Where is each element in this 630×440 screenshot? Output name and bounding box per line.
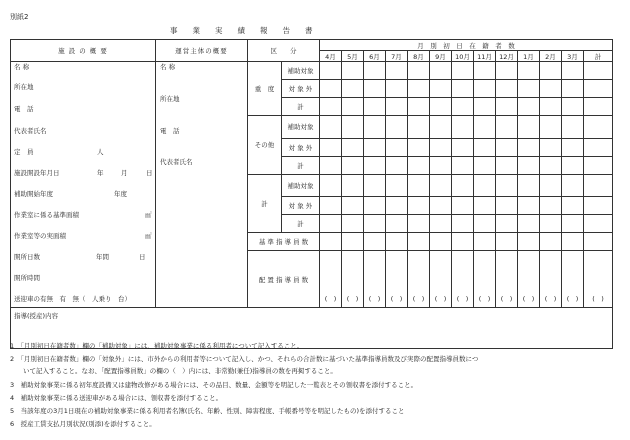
month-header: 1月 bbox=[518, 51, 540, 62]
facility-work-area-actual-unit: ㎡ bbox=[145, 232, 152, 240]
row-standard-staff: 基 準 指 導 員 数 bbox=[248, 233, 320, 251]
operator-rep: 代表者氏名 bbox=[160, 158, 193, 166]
facility-bus: 送迎車の有無 有 無（ 人乗り 台） bbox=[14, 295, 131, 303]
operator-address: 所在地 bbox=[160, 95, 180, 103]
facility-rep: 代表者氏名 bbox=[14, 127, 47, 135]
operator-phone: 電 話 bbox=[160, 127, 180, 135]
month-header: 計 bbox=[584, 51, 613, 62]
month-header: 3月 bbox=[562, 51, 584, 62]
row-sum: 計 bbox=[282, 156, 320, 174]
facility-header: 施 設 の 概 要 bbox=[11, 40, 156, 62]
operator-name: 名 称 bbox=[160, 63, 176, 71]
facility-work-area-actual: 作業室等の実面積 bbox=[14, 232, 66, 240]
note-item: 6 授産工賃支払月別状況(別添)を添付すること。 bbox=[10, 420, 156, 428]
operator-header: 運営主体の概要 bbox=[156, 40, 248, 62]
facility-work-area-unit: ㎡ bbox=[145, 211, 152, 219]
paren-cell: ( ) bbox=[540, 290, 562, 308]
guidance-label: 指導(授産)内容 bbox=[14, 312, 59, 320]
paren-cell: ( ) bbox=[562, 290, 584, 308]
facility-open-days-unit2: 日 bbox=[139, 253, 146, 261]
month-header: 7月 bbox=[386, 51, 408, 62]
month-header: 8月 bbox=[408, 51, 430, 62]
paren-cell: ( ) bbox=[342, 290, 364, 308]
paren-cell: ( ) bbox=[584, 290, 613, 308]
month-header: 9月 bbox=[430, 51, 452, 62]
row-assigned-staff: 配 置 指 導 員 数 bbox=[248, 251, 320, 308]
paren-cell: ( ) bbox=[430, 290, 452, 308]
facility-opened-d: 日 bbox=[146, 169, 153, 177]
facility-info-cell bbox=[11, 62, 156, 308]
row-target: 対 象 外 bbox=[282, 138, 320, 156]
month-header: 10月 bbox=[452, 51, 474, 62]
row-sum: 計 bbox=[282, 215, 320, 233]
facility-subsidy-start: 補助開始年度 bbox=[14, 190, 53, 198]
month-header: 4月 bbox=[320, 51, 342, 62]
facility-opened: 施設開設年月日 bbox=[14, 169, 60, 177]
document-label: 別紙2 bbox=[10, 13, 29, 21]
paren-cell: ( ) bbox=[452, 290, 474, 308]
row-subsidy-target: 補助対象 bbox=[282, 174, 320, 197]
facility-open-days-unit1: 年間 bbox=[96, 253, 109, 261]
note-item: 2 「月別初日在籍者数」欄の「対象外」には、市外からの利用者等について記入し、かつ、それらの合計数に基づいた基準指導員数及び実際の配置指導員数につ bbox=[10, 355, 479, 363]
facility-name: 名 称 bbox=[14, 63, 30, 71]
row-group-total: 計 bbox=[248, 174, 282, 233]
month-header: 11月 bbox=[474, 51, 496, 62]
row-sum: 計 bbox=[282, 98, 320, 116]
row-subsidy-target: 補助対象 bbox=[282, 116, 320, 139]
monthly-header: 月 別 初 日 在 籍 者 数 bbox=[320, 40, 613, 51]
facility-opened-m: 月 bbox=[121, 169, 128, 177]
note-item: いて記入すること。なお、「配置指導員数」の欄の（ ）内には、非常勤(兼任)指導員の数を再掲すること。 bbox=[10, 367, 337, 375]
document-title: 事 業 実 績 報 告 書 bbox=[170, 26, 313, 35]
row-subsidy-target: 補助対象 bbox=[282, 62, 320, 80]
month-header: 6月 bbox=[364, 51, 386, 62]
paren-cell: ( ) bbox=[386, 290, 408, 308]
note-item: 1 「月別初日在籍者数」欄の「補助対象」には、補助対象事業に係る利用者について記入すること。 bbox=[10, 342, 304, 350]
note-item: 3 補助対象事業に係る初年度設備又は建物改修がある場合には、その品目、数量、金額等を明記した一覧表とその領収書を添付すること。 bbox=[10, 381, 418, 389]
month-header: 2月 bbox=[540, 51, 562, 62]
paren-cell: ( ) bbox=[364, 290, 386, 308]
facility-work-area: 作業室に係る基準面積 bbox=[14, 211, 79, 219]
facility-opened-y: 年 bbox=[97, 169, 104, 177]
facility-phone: 電 話 bbox=[14, 105, 34, 113]
row-group-severe: 重 度 bbox=[248, 62, 282, 116]
note-item: 5 当該年度の3月1日現在の補助対象事業に係る利用者名簿(氏名、年齢、性別、障害程度、手帳番号等を明記したもの)を添付すること bbox=[10, 407, 405, 415]
facility-capacity-unit: 人 bbox=[97, 148, 104, 156]
paren-cell: ( ) bbox=[474, 290, 496, 308]
facility-address: 所在地 bbox=[14, 83, 34, 91]
month-header: 12月 bbox=[496, 51, 518, 62]
note-item: 4 補助対象事業に係る送迎車がある場合には、領収書を添付すること。 bbox=[10, 394, 223, 402]
row-target: 対 象 外 bbox=[282, 197, 320, 215]
facility-open-hours: 開所時間 bbox=[14, 274, 40, 282]
row-target: 対 象 外 bbox=[282, 80, 320, 98]
paren-cell: ( ) bbox=[496, 290, 518, 308]
row-group-other: その他 bbox=[248, 116, 282, 175]
month-header: 5月 bbox=[342, 51, 364, 62]
paren-cell: ( ) bbox=[518, 290, 540, 308]
facility-capacity: 定 員 bbox=[14, 148, 34, 156]
category-header: 区 分 bbox=[248, 40, 320, 62]
facility-open-days: 開所日数 bbox=[14, 253, 40, 261]
facility-subsidy-start-unit: 年度 bbox=[114, 190, 127, 198]
paren-cell: ( ) bbox=[320, 290, 342, 308]
paren-cell: ( ) bbox=[408, 290, 430, 308]
